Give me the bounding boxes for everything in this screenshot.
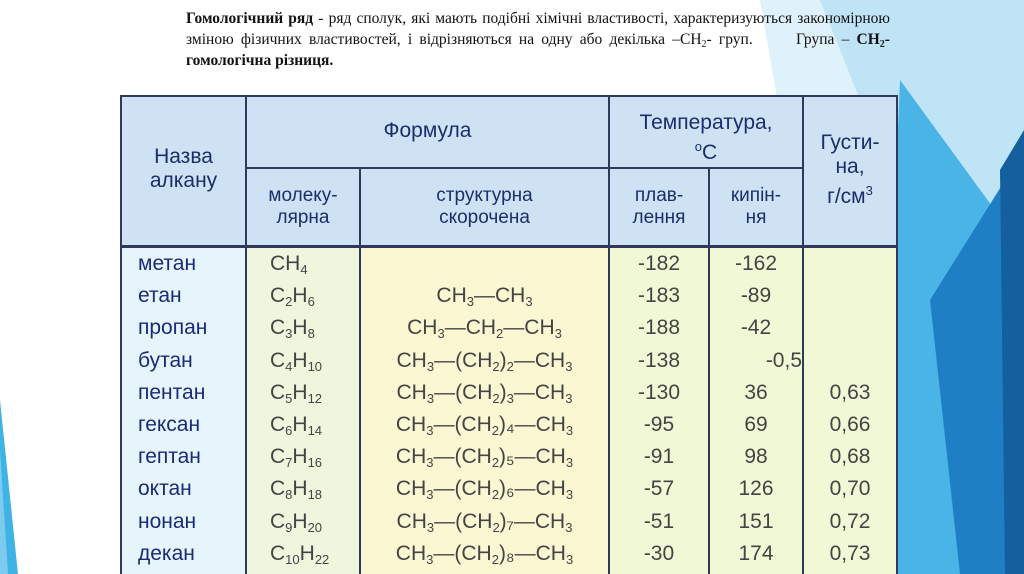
- density-value: 0,72: [829, 509, 871, 533]
- alkane-name: метан: [138, 252, 197, 275]
- structural-formula: $CH_3—(CH_2)_7—CH_3$: [396, 509, 573, 535]
- melting-point: -130: [637, 380, 681, 404]
- structural-formula: $CH_3—(CH_2)_4—CH_3$: [395, 413, 574, 438]
- molecular-formula: $C_7H_{16}$: [270, 445, 323, 471]
- header-molecular: молеку- лярна: [268, 185, 338, 228]
- molecular-formula: $C_4H_{10}$: [270, 348, 323, 374]
- header-boiling: кипін- ня: [730, 185, 782, 228]
- boiling-point: -89: [740, 284, 772, 308]
- header-formula: Формула: [383, 119, 472, 142]
- density-value: 0,70: [829, 477, 871, 501]
- group-prefix: Група –: [795, 31, 857, 48]
- melting-point: -95: [643, 413, 675, 436]
- density-value: 0,66: [829, 413, 871, 436]
- header-temperature: Температура, $^о$С: [639, 111, 773, 164]
- molecular-formula: $C_3H_8$: [270, 316, 315, 342]
- melting-point: -30: [643, 541, 675, 565]
- structural-formula: $CH_3—CH_2—CH_3$: [407, 316, 562, 342]
- alkane-name: гексан: [138, 413, 201, 436]
- melting-point: -57: [643, 477, 675, 501]
- structural-formula: $CH_3—(CH_2)_8—CH_3$: [395, 541, 574, 567]
- boiling-point: 69: [744, 413, 768, 436]
- alkane-name: бутан: [138, 348, 193, 372]
- melting-point: -188: [637, 316, 681, 340]
- structural-formula: $CH_3—CH_3$: [436, 284, 533, 310]
- boiling-point: 36: [744, 380, 768, 404]
- alkane-name: пентан: [138, 380, 206, 404]
- group-bold: $СН_2-$ гомологічна різниця.: [186, 31, 890, 69]
- melting-point: -183: [637, 284, 681, 308]
- definition-text-end: - груп.: [706, 31, 753, 48]
- alkane-name: пропан: [138, 316, 208, 340]
- boiling-point: 126: [738, 477, 774, 501]
- term-title: Гомологічний ряд: [186, 10, 314, 27]
- intro-paragraph: [186, 8, 890, 71]
- molecular-formula: $C_5H_{12}$: [270, 380, 323, 406]
- boiling-point: 174: [738, 541, 774, 565]
- header-name: Назва алкану: [149, 145, 218, 192]
- boiling-point: -42: [740, 316, 772, 340]
- melting-point: -91: [643, 445, 675, 469]
- molecular-formula: $C_9H_{20}$: [270, 509, 323, 535]
- structural-formula: $CH_3—(CH_2)_6—CH_3$: [395, 477, 574, 503]
- definition-text: - ряд сполук, які мають подібні хімічні властивості, характеризуються закономірною зміною фізичних властивостей, і відрізняються на одну або декілька –СН: [186, 10, 890, 48]
- header-density: Густи- на, $г/см^3$: [820, 131, 880, 208]
- structural-formula: $CH_3—(CH_2)_3—CH_3$: [396, 380, 573, 406]
- alkane-name: декан: [138, 541, 195, 565]
- molecular-formula: $C_{10}H_{22}$: [270, 541, 330, 567]
- boiling-point: -162: [734, 252, 778, 275]
- melting-point: -138: [637, 348, 681, 372]
- molecular-formula: $C_8H_{18}$: [270, 477, 323, 503]
- molecular-formula: $C_6H_{14}$: [270, 413, 323, 438]
- alkanes-table: [120, 95, 898, 574]
- molecular-formula: $CH_4$: [270, 252, 308, 277]
- density-value: 0,68: [829, 445, 871, 469]
- density-value: 0,63: [829, 380, 871, 404]
- alkane-name: гептан: [138, 445, 201, 469]
- boiling-point: -0,5: [765, 348, 802, 372]
- header-melting: плав- лення: [632, 185, 686, 228]
- melting-point: -51: [643, 509, 675, 533]
- header-structural: структурна скорочена: [436, 185, 533, 228]
- structural-formula: $CH_3—(CH_2)_5—CH_3$: [395, 445, 574, 471]
- molecular-formula: $C_2H_6$: [270, 284, 315, 310]
- alkane-name: нонан: [138, 509, 197, 533]
- definition-subscript: 2: [701, 39, 707, 50]
- structural-formula: $CH_3—(CH_2)_2—CH_3$: [396, 348, 573, 374]
- melting-point: -182: [637, 252, 681, 275]
- density-value: 0,73: [829, 541, 871, 565]
- alkane-name: етан: [138, 284, 182, 308]
- alkane-name: октан: [138, 477, 192, 501]
- boiling-point: 98: [744, 445, 768, 469]
- boiling-point: 151: [738, 509, 774, 533]
